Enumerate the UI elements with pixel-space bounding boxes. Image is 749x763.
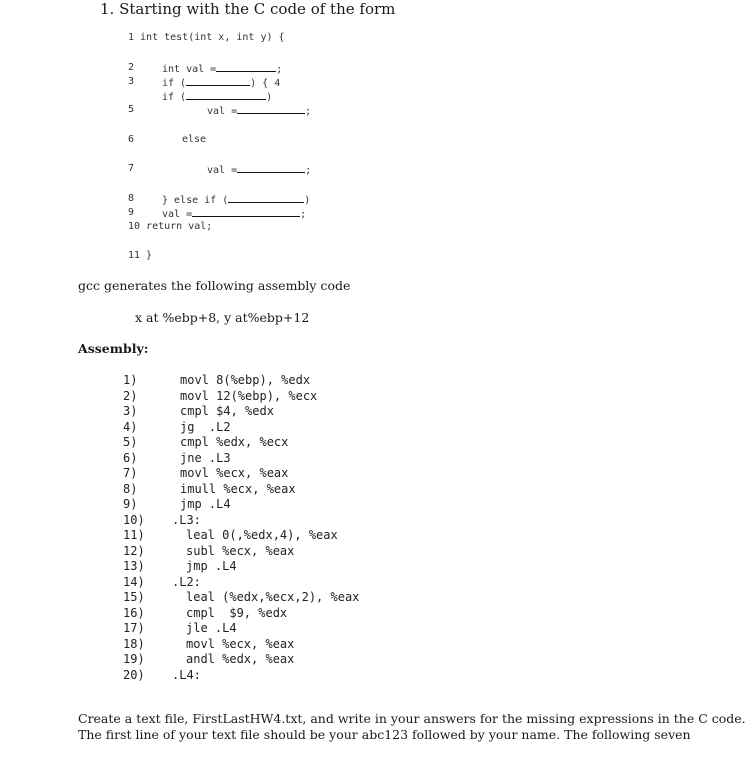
assembly-line-number: 6) <box>123 450 138 465</box>
assembly-instruction: leal (%edx,%ecx,2), %eax <box>186 590 360 604</box>
assembly-line-number: 16) <box>123 605 145 620</box>
assembly-instruction: leal 0(,%edx,4), %eax <box>186 528 338 542</box>
assembly-line-number: 13) <box>123 559 145 573</box>
assembly-line-number: 10) <box>123 512 145 527</box>
assembly-instruction: movl 12(%ebp), %ecx <box>180 388 318 403</box>
assembly-line-number: 14) <box>123 574 145 589</box>
assembly-line-number: 1) <box>123 373 138 387</box>
gcc-text: gcc generates the following assembly code <box>78 278 351 293</box>
assembly-instruction: .L4: <box>172 667 201 682</box>
assembly-line-number: 20) <box>123 667 145 682</box>
c-code-line-8-num: 8 <box>128 193 135 204</box>
assembly-line-number: 11) <box>123 528 145 542</box>
blank-line-7[interactable] <box>237 163 305 173</box>
c-code-line-8: } else if ( ) <box>162 195 311 206</box>
assembly-instruction: imull %ecx, %eax <box>180 481 296 496</box>
assembly-line-number: 3) <box>123 404 138 418</box>
assembly-instruction: .L2: <box>172 574 201 589</box>
assembly-instruction: cmpl $4, %edx <box>180 404 274 418</box>
assembly-line-number: 15) <box>123 590 145 604</box>
blank-line-2[interactable] <box>216 62 276 72</box>
c-code-line-2-num: 2 <box>128 62 135 73</box>
assembly-instruction: jg .L2 <box>180 419 231 434</box>
assembly-instruction: jne .L3 <box>180 450 231 465</box>
assembly-instruction: subl %ecx, %eax <box>186 543 295 558</box>
c-code-line-6-num: 6 <box>128 134 135 145</box>
assembly-instruction: jmp .L4 <box>186 559 237 573</box>
assembly-line-number: 17) <box>123 621 145 635</box>
c-code-line-7-num: 7 <box>128 163 135 174</box>
args-text: x at %ebp+8, y at%ebp+12 <box>135 310 310 325</box>
assembly-instruction: cmpl %edx, %ecx <box>180 435 289 449</box>
footer-line-2: The first line of your text file should be your abc123 followed by your name. The following seven <box>78 727 691 742</box>
assembly-line-number: 7) <box>123 466 138 480</box>
c-code-line-9-num: 9 <box>128 207 135 218</box>
assembly-instruction: movl 8(%ebp), %edx <box>180 373 311 387</box>
c-code-line-5: val = ; <box>207 106 312 117</box>
c-code-line-11: 11 } <box>128 250 153 261</box>
blank-line-5[interactable] <box>237 104 305 114</box>
c-code-line-2: int val = ; <box>162 64 283 75</box>
blank-line-3[interactable] <box>186 76 250 86</box>
c-code-line-6: else <box>182 134 207 145</box>
assembly-line-number: 18) <box>123 636 145 651</box>
assembly-line-number: 12) <box>123 543 145 558</box>
c-code-line-10: 10 return val; <box>128 221 213 232</box>
assembly-instruction: jmp .L4 <box>180 497 231 511</box>
c-code-line-1: 1 int test(int x, int y) { <box>128 32 285 43</box>
c-code-line-3-num: 3 <box>128 76 135 87</box>
c-code-line-7: val = ; <box>207 165 312 176</box>
c-code-line-5-num: 5 <box>128 104 135 115</box>
assembly-instruction: cmpl $9, %edx <box>186 605 288 620</box>
assembly-line-number: 5) <box>123 435 138 449</box>
c-code-line-3: if ( ) { 4 <box>162 78 281 89</box>
assembly-instruction: andl %edx, %eax <box>186 652 295 666</box>
blank-line-9[interactable] <box>192 207 300 217</box>
assembly-line-number: 8) <box>123 481 138 496</box>
c-code-line-9: val = ; <box>162 209 307 220</box>
assembly-line-number: 9) <box>123 497 138 511</box>
blank-line-8[interactable] <box>228 193 304 203</box>
footer-line-1: Create a text file, FirstLastHW4.txt, and write in your answers for the missing expressions in the C code. <box>78 711 746 726</box>
assembly-line-number: 19) <box>123 652 145 666</box>
assembly-instruction: movl %ecx, %eax <box>180 466 289 480</box>
c-code-line-4: if ( ) <box>162 92 273 103</box>
blank-line-4[interactable] <box>186 90 266 100</box>
assembly-label: Assembly: <box>78 341 149 356</box>
assembly-line-number: 4) <box>123 419 138 434</box>
question-heading: 1. Starting with the C code of the form <box>100 0 396 18</box>
assembly-instruction: movl %ecx, %eax <box>186 636 295 651</box>
assembly-instruction: .L3: <box>172 512 201 527</box>
assembly-line-number: 2) <box>123 388 138 403</box>
assembly-instruction: jle .L4 <box>186 621 237 635</box>
